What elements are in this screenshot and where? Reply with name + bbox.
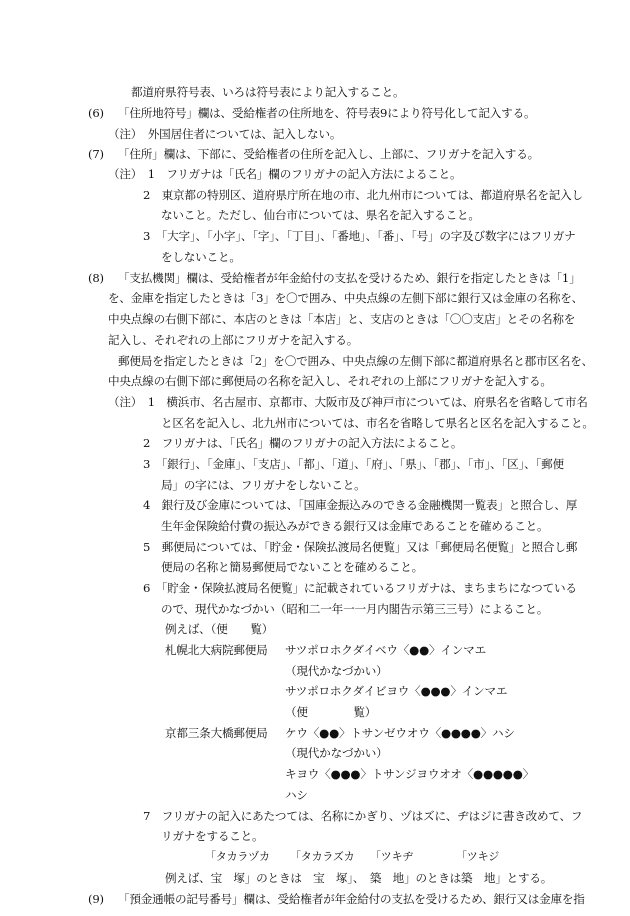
item-number: (7) bbox=[88, 147, 104, 161]
text-line: 「住所」欄は、下部に、受給権者の住所を記入し、上部に、フリガナを記入する。 bbox=[118, 147, 539, 161]
note-line: （注） 1 横浜市、名古屋市、京都市、大阪市及び神戸市については、府県名を省略して市名 bbox=[108, 395, 588, 409]
example-office-name: 京都三条大橋郵便局 bbox=[165, 726, 268, 740]
item-number: (6) bbox=[88, 106, 104, 120]
note-line: をしないこと。 bbox=[161, 250, 241, 264]
note-line: 7 フリガナの記入にあたつては、名称にかぎり、ヅはズに、ヂはジに書き改めて、フ bbox=[143, 809, 583, 823]
note-line: 生年金保険給付費の振込みができる銀行又は金庫であることを確めること。 bbox=[161, 519, 549, 533]
example-reading: サツポロホクダイベウ〈●●〉インマエ bbox=[285, 643, 486, 657]
furigana-annotation: 「ツキヂ bbox=[370, 850, 414, 863]
furigana-annotation: 「ツキジ bbox=[456, 850, 500, 863]
note-line: ので、現代かなづかい（昭和二一年一一月内閣告示第三三号）によること。 bbox=[161, 602, 549, 616]
note-line: 5 郵便局については、「貯金・保険払渡局名便覧」又は「郵便局名便覧」と照合し郵 bbox=[143, 540, 578, 554]
note-line: 3 「大字」、「小字」、「字」、「丁目」、「番地」、「番」、「号」の字及び数字にはフリガナ bbox=[143, 229, 576, 243]
note-line: ないこと。ただし、仙台市については、県名を記入すること。 bbox=[161, 208, 480, 222]
text-line: 都道府県符号表、いろは符号表により記入すること。 bbox=[131, 85, 405, 99]
note-line: リガナをすること。 bbox=[161, 829, 264, 843]
example-reading: ハシ bbox=[285, 788, 308, 802]
example-label: 例えば、（便 覧） bbox=[165, 622, 274, 636]
note-line: （注） 外国居住者については、記入しない。 bbox=[108, 127, 342, 141]
text-line: 「預金通帳の記号番号」欄は、受給権者が年金給付の支払を受けるため、銀行又は金庫を指 bbox=[118, 892, 585, 906]
text-line: 中央点線の右側下部に郵便局の名称を記入し、それぞれの上部にフリガナを記入する。 bbox=[108, 374, 552, 388]
note-line: 便局の名称と簡易郵便局でないことを確めること。 bbox=[161, 560, 424, 574]
example-reading: キヨウ〈●●●〉トサンジヨウオオ〈●●●●●〉 bbox=[285, 767, 535, 781]
note-line: 2 東京都の特別区、道府県庁所在地の市、北九州市については、都道府県名を記入し bbox=[143, 188, 583, 202]
example-reading: サツポロホクダイビヨウ〈●●●〉インマエ bbox=[285, 684, 508, 698]
example-reading: （現代かなづかい） bbox=[285, 746, 388, 760]
note-line: 4 銀行及び金庫については、「国庫金振込みのできる金融機関一覧表」と照合し、厚 bbox=[143, 498, 578, 512]
example-office-name: 札幌北大病院郵便局 bbox=[165, 643, 268, 657]
text-line: 郵便局を指定したときは「2」を〇で囲み、中央点線の左側下部に都道府県名と郡市区名を、 bbox=[118, 354, 594, 368]
note-line: 2 フリガナは、「氏名」欄のフリガナの記入方法によること。 bbox=[143, 436, 463, 450]
text-line: を、金庫を指定したときは「3」を〇で囲み、中央点線の左側下部に銀行又は金庫の名称を、 bbox=[108, 291, 584, 305]
furigana-annotation: 「タカラヅカ bbox=[205, 850, 270, 863]
note-line: 3 「銀行」、「金庫」、「支店」、「都」、「道」、「府」、「県」、「郡」、「市」、「区」、「郵便 bbox=[143, 457, 564, 471]
note-line: 局」の字には、フリガナをしないこと。 bbox=[161, 478, 366, 492]
item-number: (9) bbox=[88, 892, 104, 906]
item-number: (8) bbox=[88, 271, 104, 285]
example-reading: ケウ〈●●〉トサンゼウオウ〈●●●●〉ハシ bbox=[285, 726, 515, 740]
example-reading: （便 覧） bbox=[285, 705, 377, 719]
note-line: 6 「貯金・保険払渡局名便覧」に記載されているフリガナは、まちまちになつている bbox=[143, 581, 577, 595]
example-reading: （現代かなづかい） bbox=[285, 664, 388, 678]
note-line: （注） 1 フリガナは「氏名」欄のフリガナの記入方法によること。 bbox=[108, 167, 462, 181]
text-line: 中央点線の右側下部に、本店のときは「本店」と、支店のときは「〇〇支店」とその名称を bbox=[108, 312, 576, 326]
text-line: 「住所地符号」欄は、受給権者の住所地を、符号表9により符号化して記入する。 bbox=[118, 106, 536, 120]
example-sentence: 例えば、宝 塚」のときは 宝 塚」、 築 地」のときは築 地」とする。 bbox=[165, 871, 553, 885]
text-line: 「支払機関」欄は、受給権者が年金給付の支払を受けるため、銀行を指定したときは「1」 bbox=[118, 271, 581, 285]
note-line: と区名を記入し、北九州市については、市名を省略して県名と区名を記入すること。 bbox=[161, 416, 594, 430]
furigana-annotation: 「タカラズカ bbox=[290, 850, 355, 863]
text-line: 記入し、それぞれの上部にフリガナを記入する。 bbox=[108, 333, 359, 347]
